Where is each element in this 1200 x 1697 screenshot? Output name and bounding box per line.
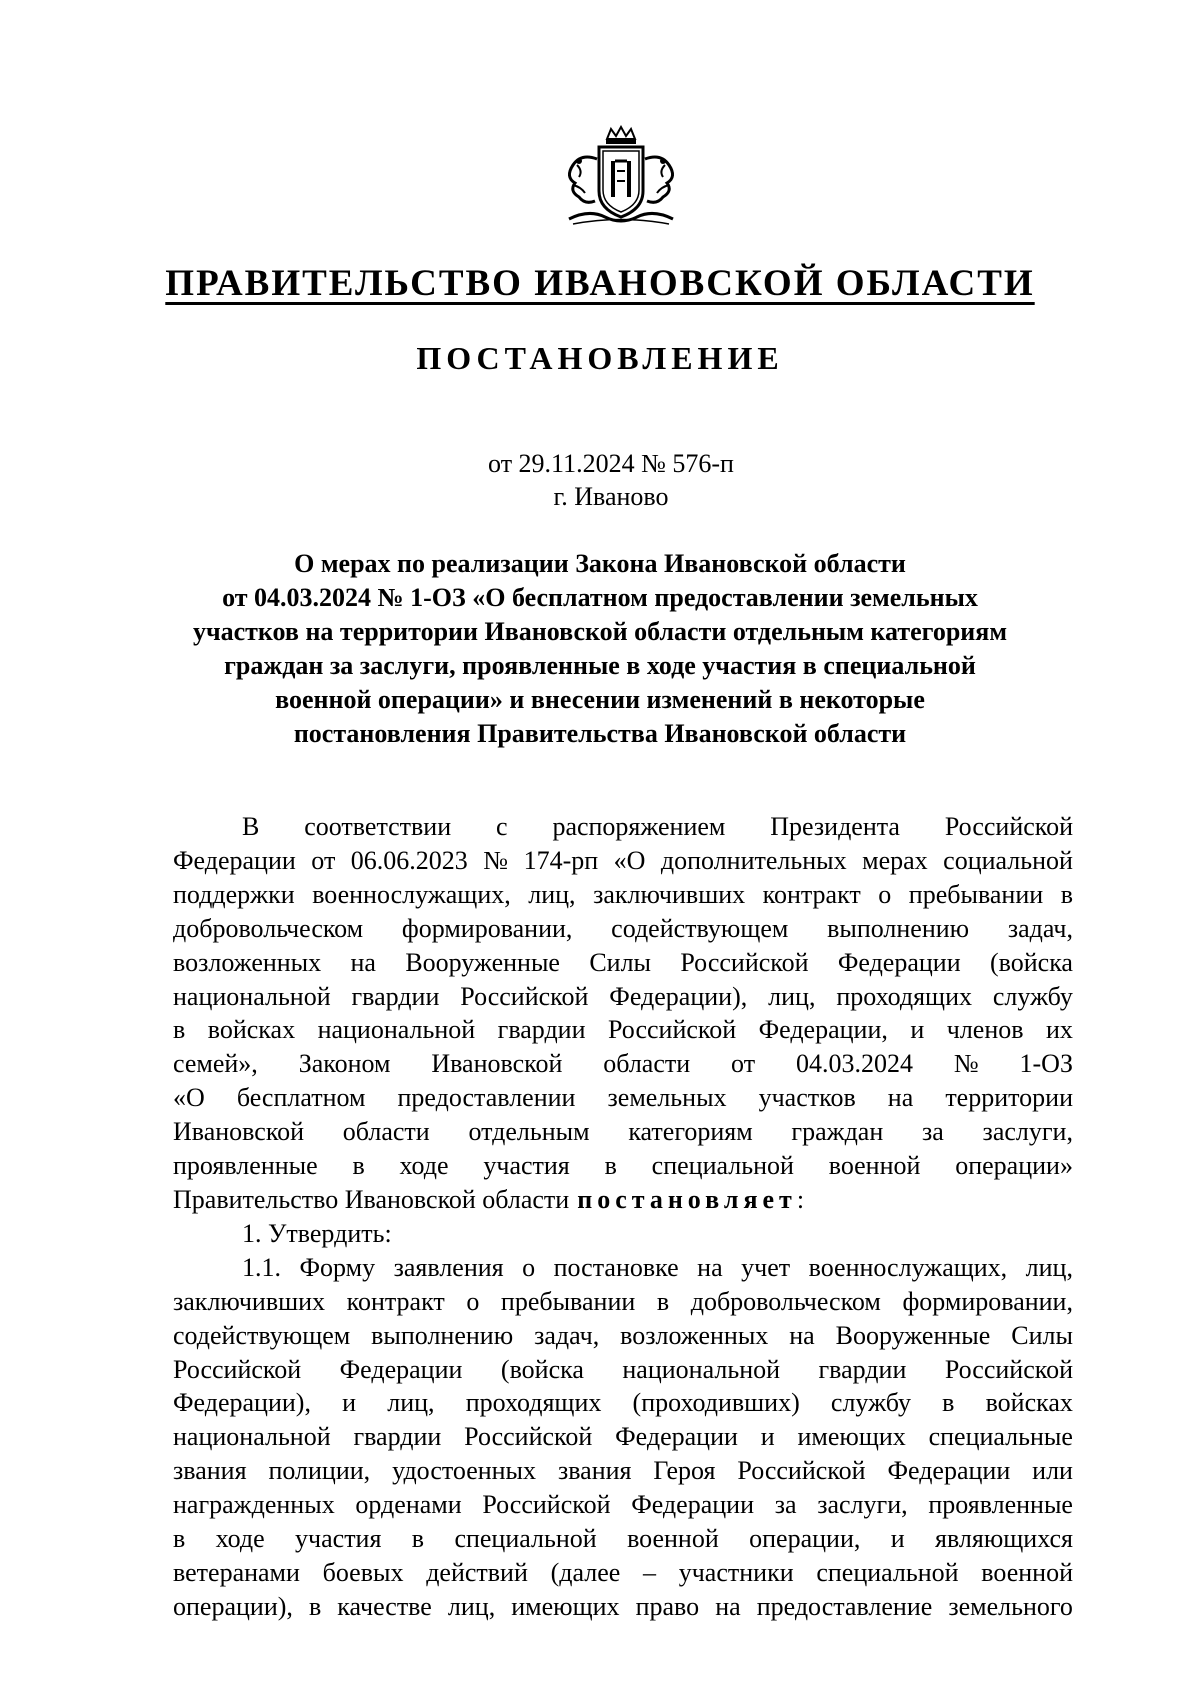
word: бесплатном — [236, 1083, 366, 1113]
word: являющихся — [935, 1524, 1073, 1554]
word: участия — [483, 1151, 570, 1181]
word: Силы — [589, 947, 652, 977]
word: Ивановской — [173, 1117, 305, 1147]
word: на — [887, 1083, 914, 1113]
word: Форму — [299, 1252, 376, 1282]
word: Вооруженные — [405, 947, 560, 977]
word: в — [656, 1286, 670, 1316]
word: специальной — [651, 1151, 794, 1181]
word: земельных — [607, 1083, 727, 1113]
word: операции), — [173, 1591, 293, 1621]
document-date-number: от 29.11.2024 № 576-п — [488, 449, 734, 478]
subject-line: военной операции» и внесении изменений в некоторые — [275, 685, 925, 714]
word: имеющих — [797, 1422, 906, 1452]
word: постановке — [553, 1252, 679, 1282]
word: военной — [828, 1151, 921, 1181]
word: ветеранами — [173, 1557, 300, 1587]
word: (проходивших) — [632, 1388, 800, 1418]
word: войсках — [985, 1388, 1073, 1418]
word: заключивших — [173, 1286, 326, 1316]
word: 06.06.2023 — [350, 845, 468, 875]
subject-line: О мерах по реализации Закона Ивановской области — [294, 549, 906, 578]
word: в — [604, 1151, 617, 1181]
word: «О — [613, 845, 646, 875]
word: области — [603, 1049, 691, 1079]
word: Федерации, — [758, 1015, 888, 1045]
word: на — [697, 1252, 723, 1282]
word: и — [890, 1524, 905, 1554]
word: гвардии — [353, 1422, 442, 1452]
text-line — [173, 946, 1073, 980]
word: военной — [627, 1524, 719, 1554]
word: – — [643, 1557, 657, 1587]
text-line — [173, 1488, 1073, 1522]
word: в — [942, 1388, 955, 1418]
paragraph-item-1: 1. Утвердить: — [242, 1218, 392, 1248]
word: (далее — [550, 1557, 621, 1587]
word: проходящих — [836, 981, 972, 1011]
word: операции» — [955, 1151, 1073, 1181]
document-type: ПОСТАНОВЛЕНИЕ — [416, 340, 784, 376]
text-line — [173, 1353, 1073, 1387]
word: участков — [758, 1083, 856, 1113]
word: (войска — [500, 1354, 584, 1384]
text-line — [173, 844, 1073, 878]
word: задач, — [1007, 913, 1073, 943]
word: в — [173, 1524, 186, 1554]
word: их — [1046, 1015, 1073, 1045]
word: территории — [945, 1083, 1073, 1113]
word: категориям — [628, 1117, 753, 1147]
subject-line: постановления Правительства Ивановской области — [293, 719, 907, 748]
word: ходе — [215, 1524, 265, 1554]
word: орденами — [355, 1490, 462, 1520]
text-line — [173, 878, 1073, 912]
text-line — [173, 1319, 1073, 1353]
word: специальные — [928, 1422, 1073, 1452]
word: содействующем — [611, 913, 789, 943]
word: пребывании — [908, 879, 1044, 909]
text-line — [173, 1386, 1073, 1420]
word: военнослужащих, — [808, 1252, 1008, 1282]
word: предоставлении — [397, 1083, 576, 1113]
word: (войска — [989, 947, 1073, 977]
word: 1-ОЗ — [1019, 1049, 1073, 1079]
word: Федерации), — [173, 1388, 311, 1418]
word: выполнению — [371, 1320, 514, 1350]
word: лиц, — [528, 879, 576, 909]
word: Федерации — [173, 845, 296, 875]
word: заявления — [393, 1252, 504, 1282]
word: специальной — [454, 1524, 597, 1554]
word: национальной — [622, 1354, 781, 1384]
text-line — [173, 1590, 1073, 1624]
word: качестве — [337, 1591, 432, 1621]
text-line — [173, 1454, 1073, 1488]
word: Федерации — [615, 1422, 738, 1452]
word: Российской — [607, 1015, 737, 1045]
word: выполнению — [827, 913, 970, 943]
word: «О — [173, 1083, 205, 1113]
text-line — [173, 1149, 1073, 1183]
word: распоряжением — [552, 812, 726, 841]
word: гвардии — [351, 981, 440, 1011]
word: 04.03.2024 — [795, 1049, 913, 1079]
word: В — [242, 812, 260, 841]
word: Вооруженные — [835, 1320, 991, 1350]
word: Российской — [482, 1490, 611, 1520]
word: Героя — [653, 1456, 716, 1486]
word: Федерации — [339, 1354, 463, 1384]
word: звания — [173, 1456, 247, 1486]
word: на — [350, 947, 376, 977]
word: национальной — [173, 981, 331, 1011]
text-line — [173, 1285, 1073, 1319]
ivanovo-region-coat-of-arms-icon — [559, 125, 683, 227]
word: Российской — [944, 812, 1073, 841]
word: Российской — [737, 1456, 866, 1486]
word: проходящих — [465, 1388, 602, 1418]
word: № — [953, 1049, 979, 1079]
word: в — [308, 1591, 322, 1621]
word: отдельным — [468, 1117, 590, 1147]
word: войсках — [207, 1015, 296, 1045]
word: Российской — [464, 1422, 593, 1452]
text-line — [173, 1556, 1073, 1590]
word: участия — [295, 1524, 382, 1554]
word: добровольческом — [173, 913, 364, 943]
document-city: г. Иваново — [553, 482, 669, 511]
word: лиц, — [768, 981, 816, 1011]
word: Президента — [770, 812, 900, 841]
text-line — [173, 1013, 1073, 1047]
word: о — [466, 1286, 480, 1316]
word: военной — [981, 1557, 1073, 1587]
word: проявленные — [173, 1151, 318, 1181]
word: участники — [678, 1557, 794, 1587]
word: предоставление — [756, 1591, 933, 1621]
emphasized-word: постановляет — [577, 1184, 797, 1214]
word: земельного — [948, 1591, 1073, 1621]
subject-line: участков на территории Ивановской области отдельным категориям — [192, 617, 1008, 646]
word: за — [774, 1490, 797, 1520]
word: Федерации — [887, 1456, 1011, 1486]
word: национальной — [317, 1015, 476, 1045]
paragraph-preamble — [173, 810, 1073, 1183]
text-line — [173, 980, 1073, 1014]
word: о — [878, 879, 892, 909]
word: области — [342, 1117, 430, 1147]
word: поддержки — [173, 879, 295, 909]
text-line — [173, 1217, 1073, 1251]
word: задач, — [534, 1320, 600, 1350]
subject-line: от 04.03.2024 № 1-ОЗ «О бесплатном предоставлении земельных — [222, 583, 978, 612]
word: 1.1. — [242, 1252, 281, 1282]
word: Федерации), — [609, 981, 748, 1011]
word: и — [342, 1388, 357, 1418]
text-line — [173, 1183, 1073, 1217]
word: проявленные — [928, 1490, 1073, 1520]
document-subject — [150, 547, 1050, 751]
word: от — [731, 1049, 756, 1079]
word: удостоенных — [392, 1456, 537, 1486]
word: формировании, — [401, 913, 573, 943]
subject-line: граждан за заслуги, проявленные в ходе участия в специальной — [224, 651, 976, 680]
word: заключивших — [593, 879, 746, 909]
text-line — [173, 1081, 1073, 1115]
word: имеющих — [511, 1591, 620, 1621]
word: дополнительных — [660, 845, 847, 875]
word: полиции, — [268, 1456, 371, 1486]
word: за — [922, 1117, 944, 1147]
text-line — [173, 1420, 1073, 1454]
word: гвардии — [818, 1354, 907, 1384]
paragraph-item-1-1 — [173, 1251, 1073, 1624]
text-fragment: Правительство Ивановской области — [173, 1184, 570, 1214]
word: Российской — [460, 981, 589, 1011]
word: Российской — [944, 1354, 1073, 1384]
word: в — [1060, 879, 1073, 909]
word: Федерации — [837, 947, 961, 977]
text-line — [173, 1251, 1073, 1285]
word: и — [910, 1015, 925, 1045]
word: № — [483, 845, 509, 875]
text-line — [173, 1522, 1073, 1556]
word: или — [1032, 1456, 1073, 1486]
word: боевых — [322, 1557, 404, 1587]
word: о — [522, 1252, 536, 1282]
word: военнослужащих, — [312, 879, 511, 909]
word: лиц, — [387, 1388, 435, 1418]
word: награжденных — [173, 1490, 335, 1520]
word: с — [496, 812, 508, 841]
word: социальной — [943, 845, 1073, 875]
text-line — [173, 1047, 1073, 1081]
word: в — [411, 1524, 425, 1554]
word: соответствии — [304, 812, 452, 841]
word: Российской — [680, 947, 809, 977]
word: операции, — [749, 1524, 861, 1554]
word: Российской — [173, 1354, 302, 1384]
word: Силы — [1011, 1320, 1073, 1350]
word: контракт — [346, 1286, 445, 1316]
word: лиц, — [1025, 1252, 1073, 1282]
word: семей», — [173, 1049, 258, 1079]
word: формировании, — [902, 1286, 1073, 1316]
word: Федерации — [631, 1490, 754, 1520]
organization-title: ПРАВИТЕЛЬСТВО ИВАНОВСКОЙ ОБЛАСТИ — [165, 263, 1035, 304]
word: на — [715, 1591, 741, 1621]
word: право — [635, 1591, 700, 1621]
document-body — [173, 810, 1073, 1624]
word: добровольческом — [690, 1286, 881, 1316]
word: заслуги, — [982, 1117, 1073, 1147]
word: службу — [830, 1388, 911, 1418]
word: службу — [992, 981, 1073, 1011]
word: граждан — [791, 1117, 884, 1147]
word: лиц, — [447, 1591, 496, 1621]
word: специальной — [816, 1557, 959, 1587]
word: от — [311, 845, 336, 875]
word: на — [789, 1320, 815, 1350]
word: заслуги, — [817, 1490, 908, 1520]
word: гвардии — [497, 1015, 586, 1045]
word: учет — [741, 1252, 791, 1282]
word: пребывании — [500, 1286, 636, 1316]
word: в — [173, 1015, 186, 1045]
word: возложенных — [173, 947, 322, 977]
word: в — [352, 1151, 365, 1181]
word: национальной — [173, 1422, 331, 1452]
text-line — [173, 1115, 1073, 1149]
word: звания — [557, 1456, 632, 1486]
word: Законом — [298, 1049, 391, 1079]
word: возложенных — [620, 1320, 769, 1350]
word: контракт — [762, 879, 861, 909]
word: Ивановской — [431, 1049, 563, 1079]
word: членов — [946, 1015, 1024, 1045]
word: ходе — [399, 1151, 449, 1181]
word: мерах — [862, 845, 928, 875]
word: 174-рп — [523, 845, 599, 875]
text-fragment: : — [796, 1184, 805, 1214]
text-line — [173, 810, 1073, 844]
word: действий — [426, 1557, 528, 1587]
word: и — [760, 1422, 775, 1452]
text-line — [173, 912, 1073, 946]
word: содействующем — [173, 1320, 351, 1350]
